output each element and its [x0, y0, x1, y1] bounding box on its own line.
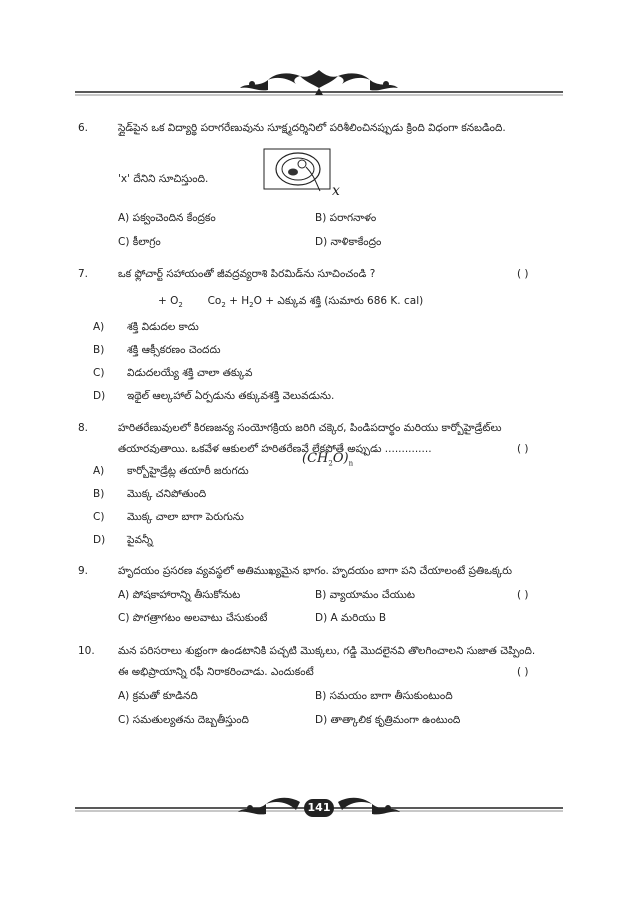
q7-option-b[interactable]: శక్తి ఆక్సీకరణం చెందదు [127, 344, 221, 356]
q9-option-c[interactable]: C) పొగత్రాగటం అలవాటు చేసుకుంటే [118, 612, 268, 624]
q7-option-c[interactable]: విడుదలయ్యే శక్తి చాలా తక్కువ [127, 367, 253, 379]
q9-answer-box[interactable]: ( ) [517, 589, 529, 601]
q7-equation: + $O_2$ $Co_2 + H_2O$ + ఎక్కువ శక్తి (సుమారు 686 K. cal) [158, 295, 424, 310]
q7-option-a[interactable]: శక్తి విడుదల కాదు [127, 321, 199, 333]
pollen-grain-figure [262, 147, 372, 203]
q8-line2: తయారవుతాయి. ఒకవేళ ఆకులలో హరితరేణవే లేకపోతే అప్పుడు .............. [118, 443, 432, 455]
q9-option-b[interactable]: B) వ్యాయామం చేయుట [315, 589, 415, 601]
q6-number: 6. [78, 122, 89, 134]
q6-option-c[interactable]: C) కీలాగ్రం [118, 236, 161, 248]
q8-option-c[interactable]: మొక్క చాలా బాగా పెరుగును [127, 511, 244, 523]
q7-option-d[interactable]: ఇథైల్ ఆల్కహాల్ ఏర్పడును తక్కువశక్తి వెలువడును. [127, 390, 335, 402]
q6-option-a[interactable]: A) పక్వంచెందిన కేంద్రకం [118, 212, 216, 224]
page-number-badge: 141 [304, 799, 334, 817]
q10-line1: మన పరిసరాలు శుభ్రంగా ఉండటానికి పచ్చటి మొక్కలు, గడ్డి మొదలైనవి తొలగించాలని సుజాత చెప్పింది. [118, 645, 536, 657]
q8-line1: హరితరేణువులలో కిరణజన్య సంయోగక్రియ జరిగి చక్కెర, పిండిపదార్థం మరియు కార్బోహైడ్రేట్‌లు [118, 422, 502, 434]
q9-option-a[interactable]: A) పోషకాహారాన్ని తీసుకోనుట [118, 589, 241, 601]
pollen-figure-label: x [332, 183, 340, 199]
q9-text: హృదయం ప్రసరణ వ్యవస్థలో అతిముఖ్యమైన భాగం. హృదయం బాగా పని చేయాలంటే ప్రతిఒక్కరు [118, 565, 513, 577]
q10-option-d[interactable]: D) తాత్కాలిక కృత్రిమంగా ఉంటుంది [315, 714, 461, 726]
q10-number: 10. [78, 645, 95, 657]
q8-option-d-label: D) [93, 534, 106, 546]
q7-option-b-label: B) [93, 344, 105, 356]
q7-option-c-label: C) [93, 367, 105, 379]
q10-option-c[interactable]: C) సమతుల్యతను దెబ్బతీస్తుంది [118, 714, 249, 726]
q7-number: 7. [78, 268, 89, 280]
q10-option-a[interactable]: A) క్రమతో కూడినది [118, 690, 198, 702]
q8-option-a-label: A) [93, 465, 105, 477]
q10-answer-box[interactable]: ( ) [517, 666, 529, 678]
q7-answer-box[interactable]: ( ) [517, 268, 529, 280]
q7-option-d-label: D) [93, 390, 106, 402]
q6-option-d[interactable]: D) నాళికాకేంద్రం [315, 236, 382, 248]
top-ornament-divider [0, 62, 638, 102]
q8-option-b-label: B) [93, 488, 105, 500]
q8-option-a[interactable]: కార్బోహైడ్రేట్ల తయారీ జరుగదు [127, 465, 249, 477]
q8-answer-box[interactable]: ( ) [517, 443, 529, 455]
q6-sub: 'x' దేనిని సూచిస్తుంది. [118, 173, 209, 185]
q6-option-b[interactable]: B) పరాగనాళం [315, 212, 377, 224]
q10-line2: ఈ అభిప్రాయాన్ని రఫీ నిరాకరించాడు. ఎందుకంటే [118, 666, 314, 678]
q7-option-a-label: A) [93, 321, 105, 333]
q8-option-b[interactable]: మొక్క చనిపోతుంది [127, 488, 207, 500]
q6-text: స్లైడ్‌పైన ఒక విద్యార్థి పరాగరేణువును సూక్ష్మదర్శినిలో పరిశీలించినప్పుడు క్రింది విధంగా కనబడింది. [118, 122, 506, 134]
q10-option-b[interactable]: B) సమయం బాగా తీసుకుంటుంది [315, 690, 453, 702]
q9-number: 9. [78, 565, 89, 577]
q7-text: ఒక ఫ్లోచార్ట్ సహాయంతో జీవద్రవ్యరాశి పిరమిడ్‌ను సూచించండి ? [118, 268, 376, 280]
q8-option-d[interactable]: పైవన్నీ [127, 534, 153, 546]
q9-option-d[interactable]: D) A మరియు B [315, 612, 387, 624]
carbohydrate-formula: $(CH_2O)_n$ [302, 451, 354, 468]
q8-option-c-label: C) [93, 511, 105, 523]
q8-number: 8. [78, 422, 89, 434]
